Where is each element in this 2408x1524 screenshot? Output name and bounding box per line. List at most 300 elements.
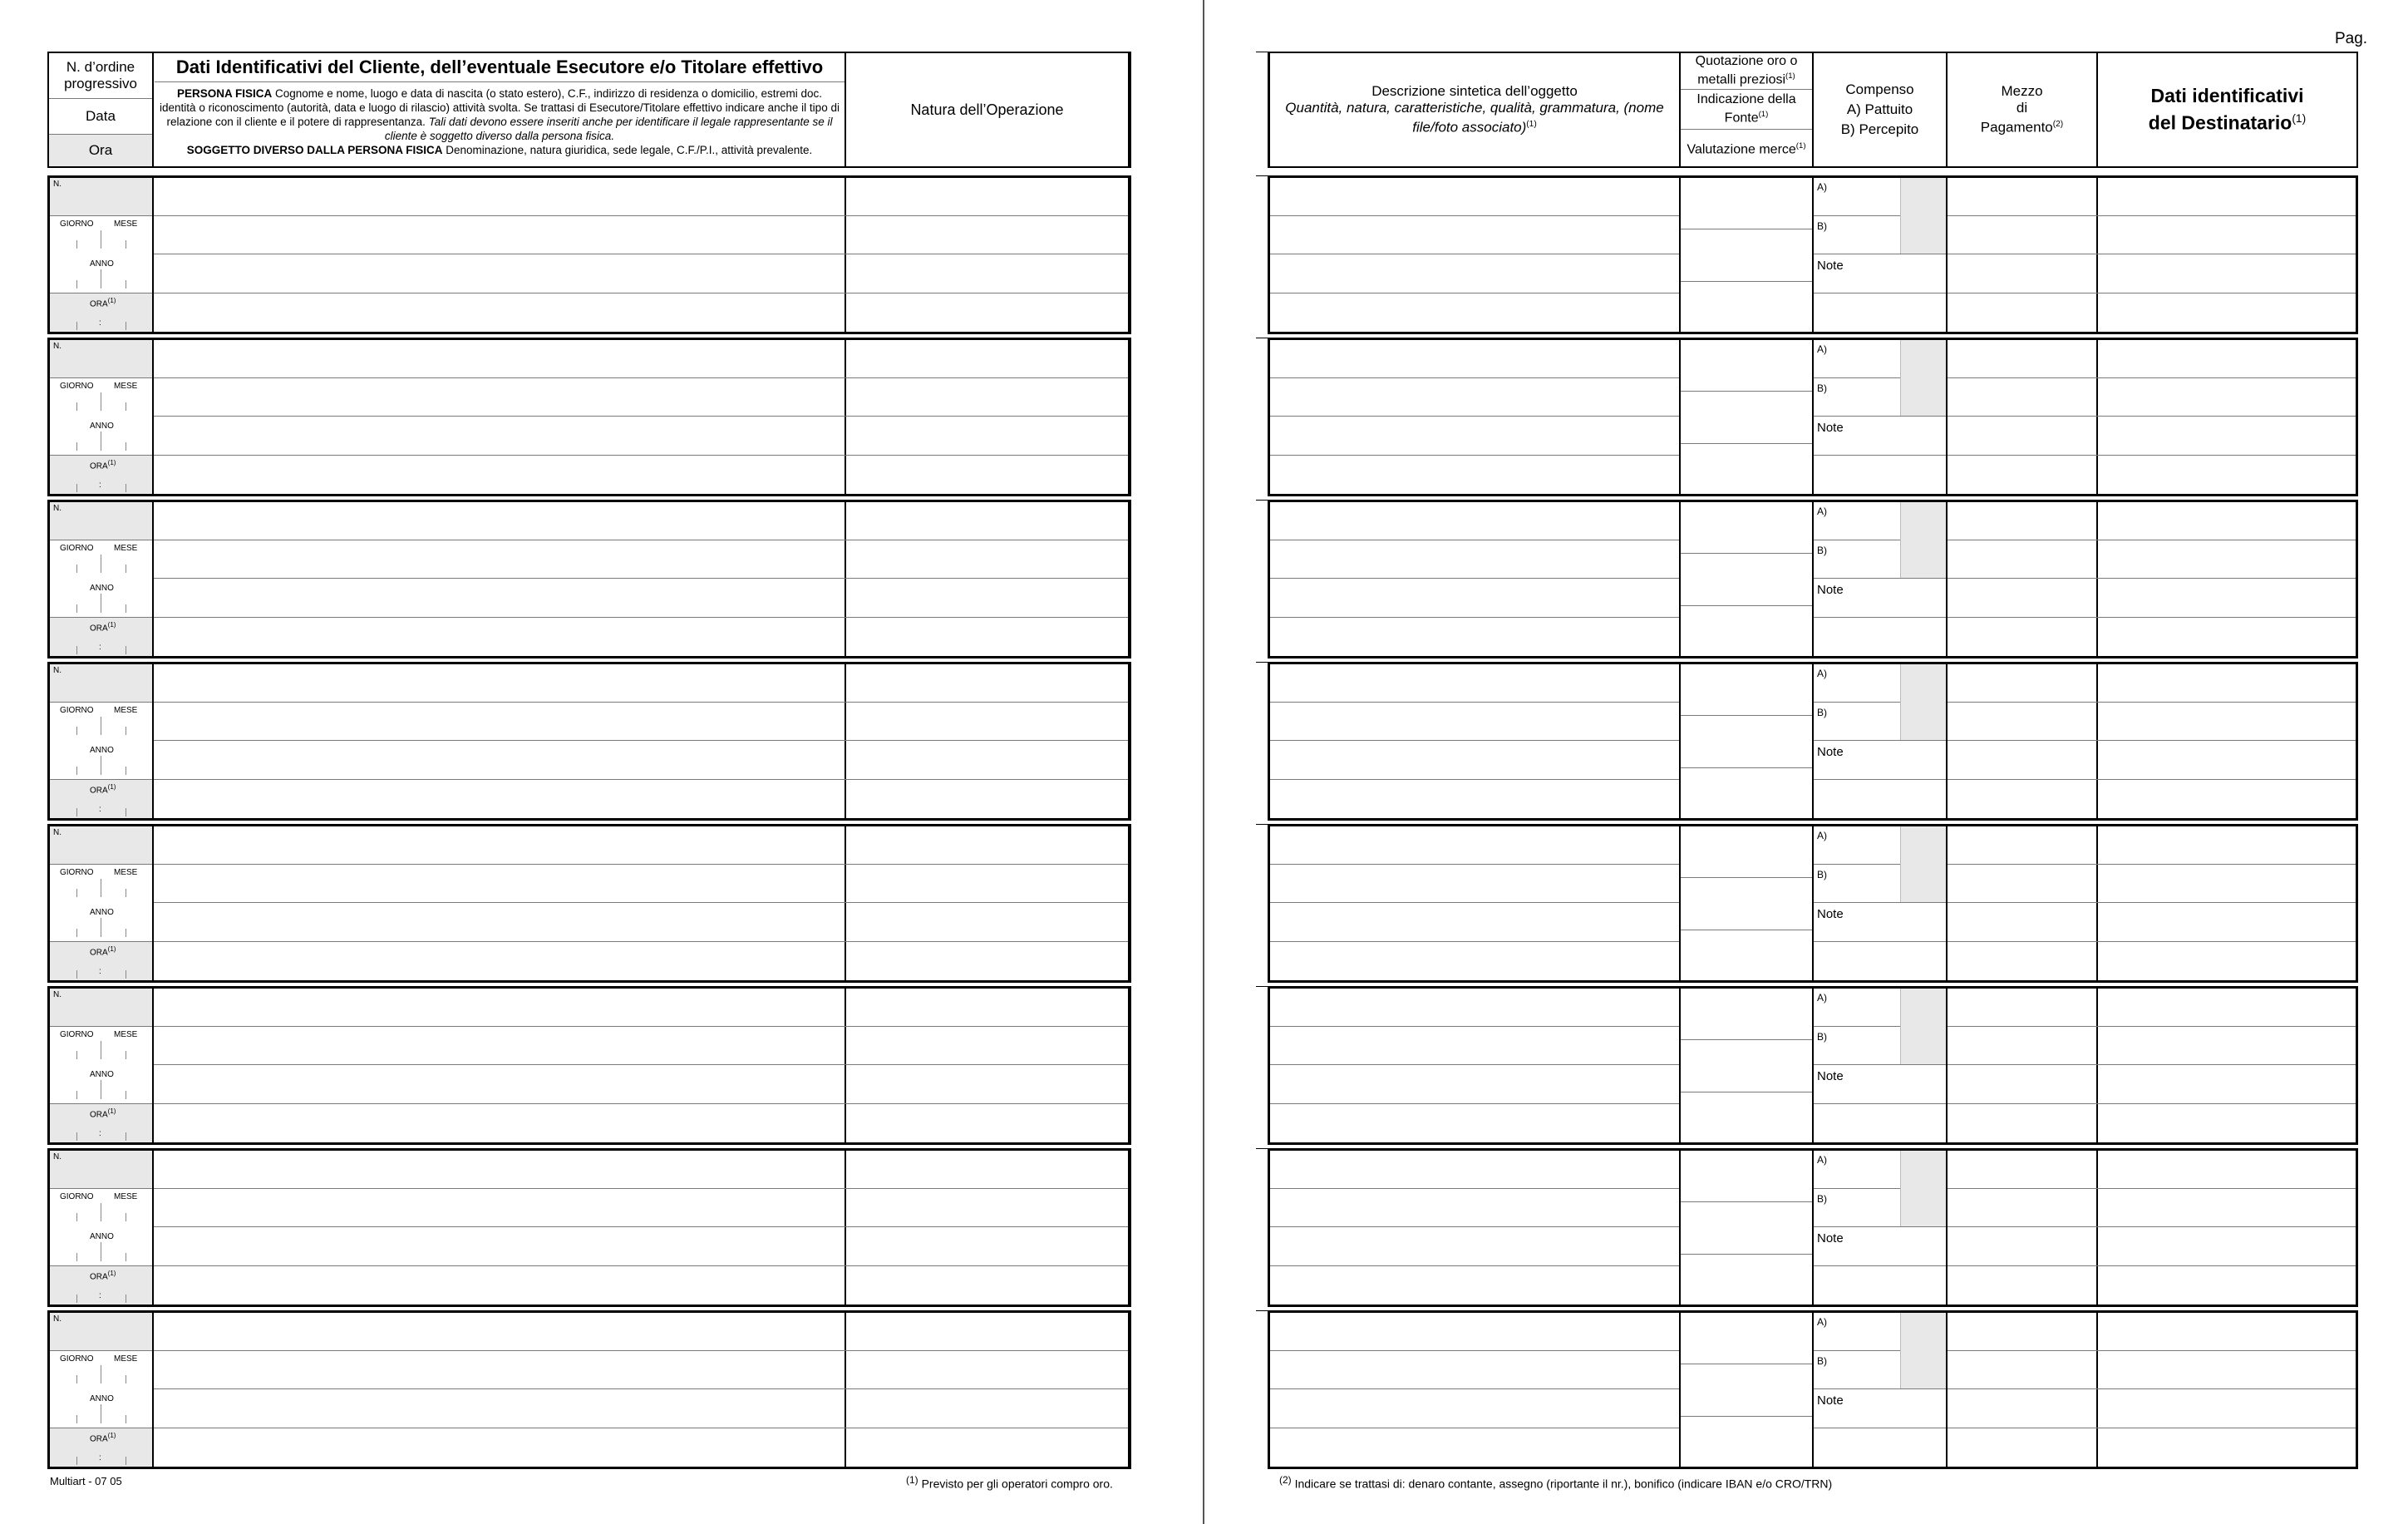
compensation-amount-shade: [1900, 989, 1946, 1064]
month-label: MESE: [114, 1192, 138, 1201]
record-number-label: N.: [53, 1314, 62, 1324]
date-tick: [76, 1051, 77, 1059]
left-record-divider-1: [152, 500, 154, 658]
month-label: MESE: [114, 219, 138, 229]
payment-dest-line: [1948, 864, 2356, 865]
record-number-label: N.: [53, 990, 62, 999]
left-record-right-rule: [1128, 175, 1130, 334]
persona-fisica-heading: PERSONA FISICA: [176, 87, 273, 100]
year-label: ANNO: [90, 1394, 114, 1403]
desc-line: [1270, 578, 1679, 579]
time-colon: :: [99, 643, 101, 652]
received-label: B): [1817, 382, 1827, 394]
quot-line: [1681, 1201, 1812, 1202]
left-record-line: [154, 1388, 1128, 1389]
left-record-right-rule: [1128, 1310, 1130, 1469]
year-tick: [76, 767, 77, 775]
desc-line: [1270, 740, 1679, 741]
compensation-shade-edge: [1900, 826, 1901, 902]
time-tick: [76, 484, 77, 492]
notes-label: Note: [1817, 1393, 1844, 1408]
received-label: B): [1817, 220, 1827, 232]
received-label: B): [1817, 1355, 1827, 1367]
left-record-divider-1: [152, 175, 154, 334]
left-header-right-rule: [1128, 52, 1130, 168]
time-label: Ora: [49, 135, 152, 166]
object-description-title: Descrizione sintetica dell’oggetto: [1371, 83, 1578, 100]
desc-line: [1270, 416, 1679, 417]
left-record-cell-line: [50, 864, 152, 865]
left-record-line: [154, 1064, 1128, 1065]
left-header-col-divider-1: [152, 52, 154, 168]
right-record-left-tick: [1256, 662, 1270, 663]
compensation-amount-shade: [1900, 1151, 1946, 1226]
day-label: GIORNO: [60, 868, 94, 877]
compensation-line: [1814, 902, 1946, 903]
right-record-divider: [1679, 824, 1681, 983]
left-record-line: [154, 1026, 1128, 1027]
desc-line: [1270, 1226, 1679, 1227]
payment-dest-line: [1948, 1026, 2356, 1027]
date-tick: [76, 727, 77, 735]
soggetto-diverso-text: Denominazione, natura giuridica, sede legale, C.F./P.I., attività prevalente.: [446, 144, 813, 156]
compensation-line: [1814, 617, 1946, 618]
year-tick: [76, 1091, 77, 1099]
time-tick: [76, 1295, 77, 1303]
compensation-received: B) Percepito: [1840, 121, 1919, 137]
payment-dest-line: [1948, 702, 2356, 703]
left-record-frame: [47, 986, 1131, 1145]
footnote-2: $^{(2)}$ Indicare se trattasi di: denaro contante, assegno (riportante il nr.), bonifico (indicare IBAN e/o CRO/TRN): [1279, 1474, 1833, 1491]
payment-dest-line: [1948, 617, 2356, 618]
year-label: ANNO: [90, 1070, 114, 1079]
year-tick: [76, 280, 77, 289]
left-record-line: [154, 215, 1128, 216]
desc-line: [1270, 941, 1679, 942]
month-label: MESE: [114, 544, 138, 553]
year-label: ANNO: [90, 908, 114, 917]
payment-dest-line: [1948, 377, 2356, 378]
compensation-amount-shade: [1900, 664, 1946, 740]
desc-line: [1270, 1265, 1679, 1266]
notes-label: Note: [1817, 907, 1844, 921]
left-record-frame: [47, 175, 1131, 334]
record-number-cell: [50, 178, 152, 215]
soggetto-diverso-heading: SOGGETTO DIVERSO DALLA PERSONA FISICA: [186, 144, 443, 156]
left-record-frame: [47, 1148, 1131, 1307]
date-tick: [76, 1213, 77, 1221]
right-record-left-tick: [1256, 175, 1270, 176]
left-record-right-rule: [1128, 986, 1130, 1145]
right-record-left-tick: [1256, 500, 1270, 501]
quot-line: [1681, 281, 1812, 282]
right-record-divider: [1812, 1148, 1814, 1307]
left-record-line: [154, 1350, 1128, 1351]
time-label-small: ORA$^{(1)}$: [90, 297, 116, 309]
record-number-label: N.: [53, 342, 62, 351]
month-label: MESE: [114, 706, 138, 715]
right-record-divider: [1679, 500, 1681, 658]
notes-label: Note: [1817, 421, 1844, 435]
right-record-divider: [2096, 175, 2098, 334]
left-record-cell-line: [50, 702, 152, 703]
agreed-label: A): [1817, 830, 1827, 841]
agreed-label: A): [1817, 506, 1827, 517]
desc-line: [1270, 1026, 1679, 1027]
right-header-left-rule: [1268, 52, 1270, 168]
record-number-label: N.: [53, 666, 62, 675]
date-tick: [76, 565, 77, 573]
right-record-divider: [2096, 1148, 2098, 1307]
left-record-divider-1: [152, 338, 154, 496]
desc-line: [1270, 1350, 1679, 1351]
quot-line: [1681, 391, 1812, 392]
left-record-line: [154, 702, 1128, 703]
payment-dest-line: [1948, 779, 2356, 780]
month-label: MESE: [114, 1030, 138, 1039]
day-label: GIORNO: [60, 544, 94, 553]
object-description-header: [1271, 53, 1678, 166]
payment-dest-line: [1948, 941, 2356, 942]
time-label-small: ORA$^{(1)}$: [90, 1107, 116, 1120]
left-record-divider-1: [152, 662, 154, 821]
left-record-frame: [47, 824, 1131, 983]
right-record-divider: [1679, 986, 1681, 1145]
time-label-small: ORA$^{(1)}$: [90, 459, 116, 471]
year-tick: [76, 929, 77, 937]
right-record-divider: [1812, 175, 1814, 334]
year-tick: [76, 442, 77, 451]
left-record-line: [154, 941, 1128, 942]
day-label: GIORNO: [60, 382, 94, 391]
time-colon: :: [99, 1291, 101, 1300]
quot-line: [1681, 715, 1812, 716]
year-label: ANNO: [90, 422, 114, 431]
left-record-divider-2: [845, 986, 846, 1145]
time-tick: [76, 970, 77, 979]
left-record-divider-2: [845, 338, 846, 496]
year-tick: [76, 604, 77, 613]
quot-line: [1681, 1039, 1812, 1040]
time-colon: :: [99, 481, 101, 490]
right-record-divider: [1812, 338, 1814, 496]
left-record-divider-2: [845, 1310, 846, 1469]
compensation-line: [1814, 1388, 1946, 1389]
right-record-divider: [1679, 662, 1681, 821]
object-description-subtitle: Quantità, natura, caratteristiche, qualità, grammatura, (nome file/foto associato)$^{(1)}$: [1285, 100, 1664, 136]
received-label: B): [1817, 869, 1827, 880]
left-record-cell-line: [50, 377, 152, 378]
compensation-shade-edge: [1900, 989, 1901, 1064]
record-number-label: N.: [53, 180, 62, 189]
quot-line: [1681, 553, 1812, 554]
payment-dest-line: [1948, 416, 2356, 417]
left-record-divider-1: [152, 824, 154, 983]
time-label-small: ORA$^{(1)}$: [90, 945, 116, 958]
right-record-divider: [1679, 1148, 1681, 1307]
legal-rep-note: Tali dati devono essere inseriti anche per identificare il legale rappresentante se il cliente è soggetto diverso dalla persona fisica.: [384, 116, 833, 142]
compensation-line: [1814, 1226, 1946, 1227]
payment-dest-line: [1948, 1188, 2356, 1189]
compensation-amount-shade: [1900, 826, 1946, 902]
right-record-divider: [1946, 986, 1948, 1145]
payment-dest-line: [1948, 1064, 2356, 1065]
time-tick: [76, 1457, 77, 1465]
record-number-cell: [50, 826, 152, 864]
left-record-line: [154, 617, 1128, 618]
agreed-label: A): [1817, 992, 1827, 1004]
time-label-small: ORA$^{(1)}$: [90, 1432, 116, 1444]
left-record-line: [154, 779, 1128, 780]
compensation-line: [1814, 941, 1946, 942]
agreed-label: A): [1817, 1154, 1827, 1166]
right-record-divider: [2096, 500, 2098, 658]
desc-line: [1270, 377, 1679, 378]
desc-line: [1270, 1103, 1679, 1104]
right-record-left-tick: [1256, 1310, 1270, 1311]
desc-line: [1270, 1188, 1679, 1189]
desc-line: [1270, 864, 1679, 865]
record-number-cell: [50, 502, 152, 540]
payment-dest-line: [1948, 1388, 2356, 1389]
desc-line: [1270, 1388, 1679, 1389]
right-page: [1203, 0, 2408, 1524]
quot-line: [1681, 443, 1812, 444]
goods-valuation-label: Valutazione merce$^{(1)}$: [1687, 141, 1806, 157]
compensation-shade-edge: [1900, 502, 1901, 578]
left-record-frame: [47, 1310, 1131, 1469]
right-record-divider: [2096, 662, 2098, 821]
right-record-divider: [1679, 175, 1681, 334]
left-record-cell-line: [50, 1026, 152, 1027]
desc-line: [1270, 617, 1679, 618]
right-record-divider: [1812, 1310, 1814, 1469]
quot-line: [1681, 1254, 1812, 1255]
compensation-shade-edge: [1900, 340, 1901, 416]
right-record-left-tick: [1256, 986, 1270, 987]
time-label-small: ORA$^{(1)}$: [90, 783, 116, 796]
source-indication-label: Indicazione della Fonte$^{(1)}$: [1696, 91, 1796, 126]
page-number-label: Pag.: [2335, 30, 2368, 47]
left-record-line: [154, 1103, 1128, 1104]
right-record-divider: [1946, 175, 1948, 334]
gold-quotation-label: Quotazione oro o metalli preziosi$^{(1)}$: [1695, 53, 1798, 87]
day-label: GIORNO: [60, 1030, 94, 1039]
compensation-shade-edge: [1900, 1313, 1901, 1388]
left-record-cell-line: [50, 1188, 152, 1189]
left-record-line: [154, 1265, 1128, 1266]
date-tick: [76, 240, 77, 249]
right-record-divider: [2096, 1310, 2098, 1469]
year-tick: [76, 1253, 77, 1261]
month-label: MESE: [114, 1354, 138, 1364]
payment-dest-line: [1948, 1265, 2356, 1266]
recipient-data-header: Dati identificativi del Destinatario$^{(1)}$: [2148, 85, 2307, 134]
notes-label: Note: [1817, 1231, 1844, 1245]
time-colon: :: [99, 1129, 101, 1138]
time-tick: [76, 1132, 77, 1141]
year-label: ANNO: [90, 746, 114, 755]
time-colon: :: [99, 318, 101, 328]
left-record-right-rule: [1128, 824, 1130, 983]
left-record-divider-1: [152, 1310, 154, 1469]
desc-line: [1270, 779, 1679, 780]
right-record-divider: [1812, 500, 1814, 658]
compensation-amount-shade: [1900, 1313, 1946, 1388]
compensation-line: [1814, 779, 1946, 780]
payment-dest-line: [1948, 740, 2356, 741]
record-number-cell: [50, 1313, 152, 1350]
compensation-line: [1814, 740, 1946, 741]
day-label: GIORNO: [60, 1354, 94, 1364]
left-record-line: [154, 377, 1128, 378]
time-colon: :: [99, 1453, 101, 1462]
client-data-instructions: [158, 86, 841, 157]
right-record-divider: [2096, 338, 2098, 496]
received-label: B): [1817, 545, 1827, 556]
year-label: ANNO: [90, 584, 114, 593]
quot-line: [1681, 877, 1812, 878]
record-number-cell: [50, 1151, 152, 1188]
right-record-divider: [1812, 824, 1814, 983]
record-number-label: N.: [53, 828, 62, 837]
compensation-line: [1814, 416, 1946, 417]
quot-line: [1681, 605, 1812, 606]
compensation-amount-shade: [1900, 178, 1946, 254]
day-label: GIORNO: [60, 1192, 94, 1201]
payment-dest-line: [1948, 1103, 2356, 1104]
operation-nature-label: Natura dell’Operazione: [910, 101, 1064, 118]
left-record-frame: [47, 338, 1131, 496]
right-record-left-tick: [1256, 824, 1270, 825]
day-label: GIORNO: [60, 219, 94, 229]
right-record-left-tick: [1256, 1148, 1270, 1149]
client-data-title: Dati Identificativi del Cliente, dell’eventuale Esecutore e/o Titolare effettivo: [175, 57, 824, 77]
left-record-divider-1: [152, 1148, 154, 1307]
desc-line: [1270, 702, 1679, 703]
compensation-shade-edge: [1900, 664, 1901, 740]
right-record-divider: [2096, 986, 2098, 1145]
right-record-divider: [1946, 500, 1948, 658]
right-record-divider: [1946, 1310, 1948, 1469]
date-label: Data: [86, 108, 116, 124]
notes-label: Note: [1817, 1069, 1844, 1083]
date-tick: [76, 889, 77, 897]
compensation-line: [1814, 1265, 1946, 1266]
left-record-divider-1: [152, 986, 154, 1145]
payment-dest-line: [1948, 1226, 2356, 1227]
time-tick: [76, 808, 77, 816]
desc-line: [1270, 1064, 1679, 1065]
left-record-cell-line: [50, 1350, 152, 1351]
left-record-right-rule: [1128, 662, 1130, 821]
left-page: [0, 0, 1203, 1524]
left-record-line: [154, 1188, 1128, 1189]
payment-method-header: Mezzo di Pagamento$^{(2)}$: [1980, 83, 2064, 136]
right-record-divider: [1679, 338, 1681, 496]
left-record-line: [154, 455, 1128, 456]
left-record-divider-2: [845, 662, 846, 821]
persona-fisica-text: Cognome e nome, luogo e data di nascita (o stato estero), C.F., indirizzo di residenza o domicilio, estremi doc. identità o riconoscimento (autorità, data e luogo di rilascio) attività svolta. Se trattasi di Esecutore/Titolare effettivo indicare anche il tipo di relazione con il cliente e il potere di rappresentanza.: [160, 87, 840, 128]
date-tick: [76, 402, 77, 411]
compensation-agreed: A) Pattuito: [1846, 101, 1913, 117]
left-record-divider-2: [845, 500, 846, 658]
left-record-line: [154, 416, 1128, 417]
received-label: B): [1817, 1031, 1827, 1043]
compensation-shade-edge: [1900, 178, 1901, 254]
left-record-right-rule: [1128, 338, 1130, 496]
right-record-divider: [1946, 1148, 1948, 1307]
left-record-divider-2: [845, 175, 846, 334]
desc-line: [1270, 902, 1679, 903]
agreed-label: A): [1817, 1316, 1827, 1328]
left-record-frame: [47, 500, 1131, 658]
quot-line: [1681, 767, 1812, 768]
payment-dest-line: [1948, 902, 2356, 903]
agreed-label: A): [1817, 343, 1827, 355]
received-label: B): [1817, 707, 1827, 718]
desc-line: [1270, 455, 1679, 456]
right-record-divider: [1946, 662, 1948, 821]
year-label: ANNO: [90, 1232, 114, 1241]
record-number-label: N.: [53, 504, 62, 513]
agreed-label: A): [1817, 668, 1827, 679]
left-record-line: [154, 1226, 1128, 1227]
compensation-amount-shade: [1900, 340, 1946, 416]
compensation-shade-edge: [1900, 1151, 1901, 1226]
payment-dest-line: [1948, 1350, 2356, 1351]
left-record-right-rule: [1128, 1148, 1130, 1307]
left-record-line: [154, 740, 1128, 741]
compensation-title: Compenso: [1845, 81, 1914, 97]
compensation-line: [1814, 455, 1946, 456]
payment-dest-line: [1948, 578, 2356, 579]
quot-line: [1681, 1416, 1812, 1417]
left-record-divider-2: [845, 824, 846, 983]
time-label-small: ORA$^{(1)}$: [90, 1270, 116, 1282]
left-record-frame: [47, 662, 1131, 821]
order-number-label: N. d’ordine progressivo: [64, 59, 137, 91]
record-number-cell: [50, 989, 152, 1026]
year-tick: [76, 1415, 77, 1423]
compensation-line: [1814, 578, 1946, 579]
right-record-divider: [1946, 824, 1948, 983]
month-label: MESE: [114, 382, 138, 391]
compensation-line: [1814, 1103, 1946, 1104]
compensation-header: [1814, 53, 1946, 166]
left-record-line: [154, 578, 1128, 579]
notes-label: Note: [1817, 745, 1844, 759]
footnote-1: $^{(1)}$ Previsto per gli operatori compro oro.: [906, 1474, 1113, 1491]
title-divider: [155, 81, 845, 82]
agreed-label: A): [1817, 181, 1827, 193]
right-record-divider: [1812, 986, 1814, 1145]
time-tick: [76, 322, 77, 330]
right-record-divider: [2096, 824, 2098, 983]
notes-label: Note: [1817, 259, 1844, 273]
payment-dest-line: [1948, 215, 2356, 216]
record-number-cell: [50, 340, 152, 377]
year-label: ANNO: [90, 259, 114, 269]
time-tick: [76, 646, 77, 654]
day-label: GIORNO: [60, 706, 94, 715]
received-label: B): [1817, 1193, 1827, 1205]
record-number-label: N.: [53, 1152, 62, 1161]
form-code: Multiart - 07 05: [50, 1475, 122, 1487]
time-colon: :: [99, 805, 101, 814]
record-number-cell: [50, 664, 152, 702]
right-record-divider: [1812, 662, 1814, 821]
